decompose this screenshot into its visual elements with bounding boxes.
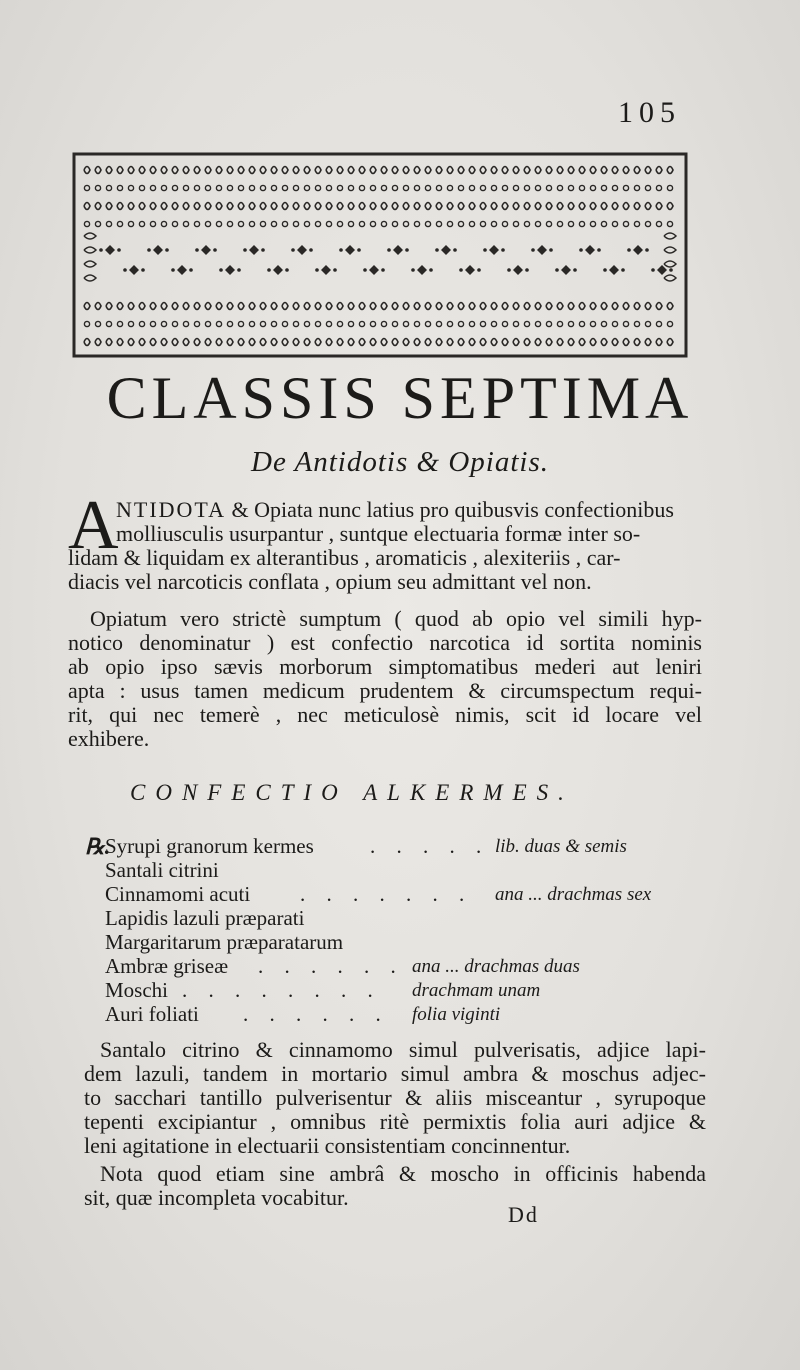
para1-line1-text: & Opiata nunc latius pro quibusvis confectionibus [226, 497, 674, 522]
recipe-item-dots: . . . . . . [243, 1002, 389, 1026]
para4-line: Nota quod etiam sine ambrâ & moscho in officinis habenda [100, 1161, 706, 1186]
page-number: 105 [618, 96, 681, 129]
para1-line2: molliusculis usurpantur , suntque electuaria formæ inter so- [116, 521, 641, 546]
recipe-title: CONFECTIO ALKERMES. [130, 780, 574, 805]
recipe-item-name: Auri foliati [105, 1002, 199, 1026]
para4-line: sit, quæ incompleta vocabitur. [84, 1185, 349, 1210]
smallcaps-word: NTIDOTA [116, 497, 226, 522]
ornamental-headpiece [70, 150, 690, 360]
para1-line3: lidam & liquidam ex alterantibus , aromaticis , alexiteriis , car- [68, 545, 621, 570]
para2-line: exhibere. [68, 726, 150, 751]
para2-line: Opiatum vero strictè sumptum ( quod ab opio vel simili hyp- [90, 606, 702, 631]
recipe-item-name: Lapidis lazuli præparati [105, 906, 305, 930]
recipe-item-dots: . . . . . . [258, 954, 404, 978]
para3-line: leni agitatione in electuarii consistentiam concinnentur. [84, 1133, 571, 1158]
drop-cap: A [68, 487, 119, 564]
section-title: CLASSIS SEPTIMA [106, 365, 694, 431]
recipe-item-qty: folia viginti [412, 1004, 501, 1025]
para2-line: ab opio ipso sævis morborum simptomatibus mederi aut leniri [68, 654, 702, 679]
para1-line4: diacis vel narcoticis conflata , opium seu admittant vel non. [68, 569, 592, 594]
recipe-item-name: Syrupi granorum kermes [105, 834, 314, 858]
para3-line: dem lazuli, tandem in mortario simul ambra & moschus adjec- [84, 1061, 706, 1086]
recipe-item-dots: . . . . . . . . [182, 978, 381, 1002]
recipe-item-dots: . . . . . [370, 834, 490, 858]
recipe-item-qty: ana ... drachmas duas [412, 956, 580, 977]
para3-line: Santalo citrino & cinnamomo simul pulverisatis, adjice lapi- [100, 1037, 706, 1062]
recipe-item-name: Ambræ griseæ [105, 954, 229, 978]
para2-line: rit, qui nec temerè , nec meticulosè nimis, scit id locare vel [68, 702, 702, 727]
para1-line1 [116, 498, 702, 522]
paragraph-nota [84, 1161, 706, 1210]
paragraph-opiatum [68, 607, 702, 751]
recipe-item-name: Santali citrini [105, 858, 219, 882]
para2-line: notico denominatur ) est confectio narcotica id sortita nominis [68, 630, 702, 655]
section-subtitle: De Antidotis & Opiatis. [251, 446, 549, 478]
para3-line: to sacchari tantillo pulverisentur & aliis misceantur , syrupoque [84, 1085, 706, 1110]
recipe-item-qty: lib. duas & semis [495, 836, 627, 857]
para2-line: apta : usus tamen medicum prudentem & circumspectum requi- [68, 678, 702, 703]
recipe-item-name: Moschi [105, 978, 168, 1002]
paragraph-preparation [84, 1037, 706, 1158]
recipe-symbol: ℞. [85, 834, 111, 859]
recipe-item-qty: ana ... drachmas sex [495, 884, 652, 905]
para3-line: tepenti excipiantur , omnibus ritè permixtis folia auri adjice & [84, 1109, 706, 1134]
catchword-signature: Dd [508, 1202, 539, 1227]
recipe-item-qty: drachmam unam [412, 980, 541, 1001]
recipe-item-name: Cinnamomi acuti [105, 882, 251, 906]
recipe-item-dots: . . . . . . . [300, 882, 473, 906]
recipe-item-name: Margaritarum præparatarum [105, 930, 344, 954]
